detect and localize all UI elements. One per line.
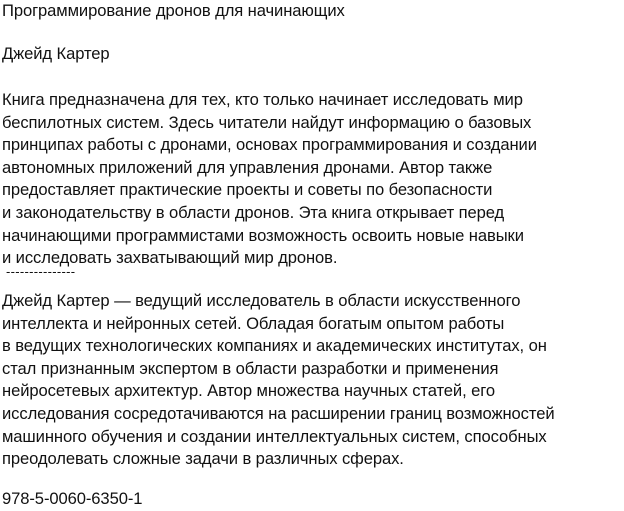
author-bio [2, 290, 555, 471]
bio-line: стал признанным экспертом в области разработки и применения [2, 358, 499, 378]
description-line: автономных приложений для управления дронами. Автор также [2, 157, 493, 177]
book-title: Программирование дронов для начинающих [2, 1, 345, 20]
description-line: начинающими программистами возможность освоить новые навыки [2, 225, 524, 245]
description-line: принципах работы с дронами, основах программирования и создании [2, 135, 537, 155]
book-description [2, 89, 537, 270]
description-line: и законодательству в области дронов. Эта книга открывает перед [2, 202, 505, 222]
bio-line: Джейд Картер — ведущий исследователь в области искусственного [2, 291, 521, 310]
book-author: Джейд Картер [2, 44, 110, 63]
isbn: 978-5-0060-6350-1 [2, 489, 143, 508]
bio-line: нейросетевых архитектур. Автор множества научных статей, его [2, 381, 495, 401]
description-line: Книга предназначена для тех, кто только начинает исследовать мир [2, 90, 523, 109]
bio-line: в ведущих технологических компаниях и академических институтах, он [2, 336, 547, 356]
description-line: и исследовать захватывающий мир дронов. [2, 248, 338, 268]
bio-line: машинного обучения и создании интеллектуальных систем, способных [2, 426, 547, 446]
bio-line: исследования сосредотачиваются на расширении границ возможностей [2, 403, 555, 423]
description-line: предоставляет практические проекты и советы по безопасности [2, 180, 493, 200]
bio-line: интеллекта и нейронных сетей. Обладая богатым опытом работы [2, 313, 505, 333]
description-line: беспилотных систем. Здесь читатели найдут информацию о базовых [2, 112, 532, 132]
bio-line: преодолевать сложные задачи в различных сферах. [2, 449, 404, 469]
section-separator: --------------- [6, 264, 76, 279]
